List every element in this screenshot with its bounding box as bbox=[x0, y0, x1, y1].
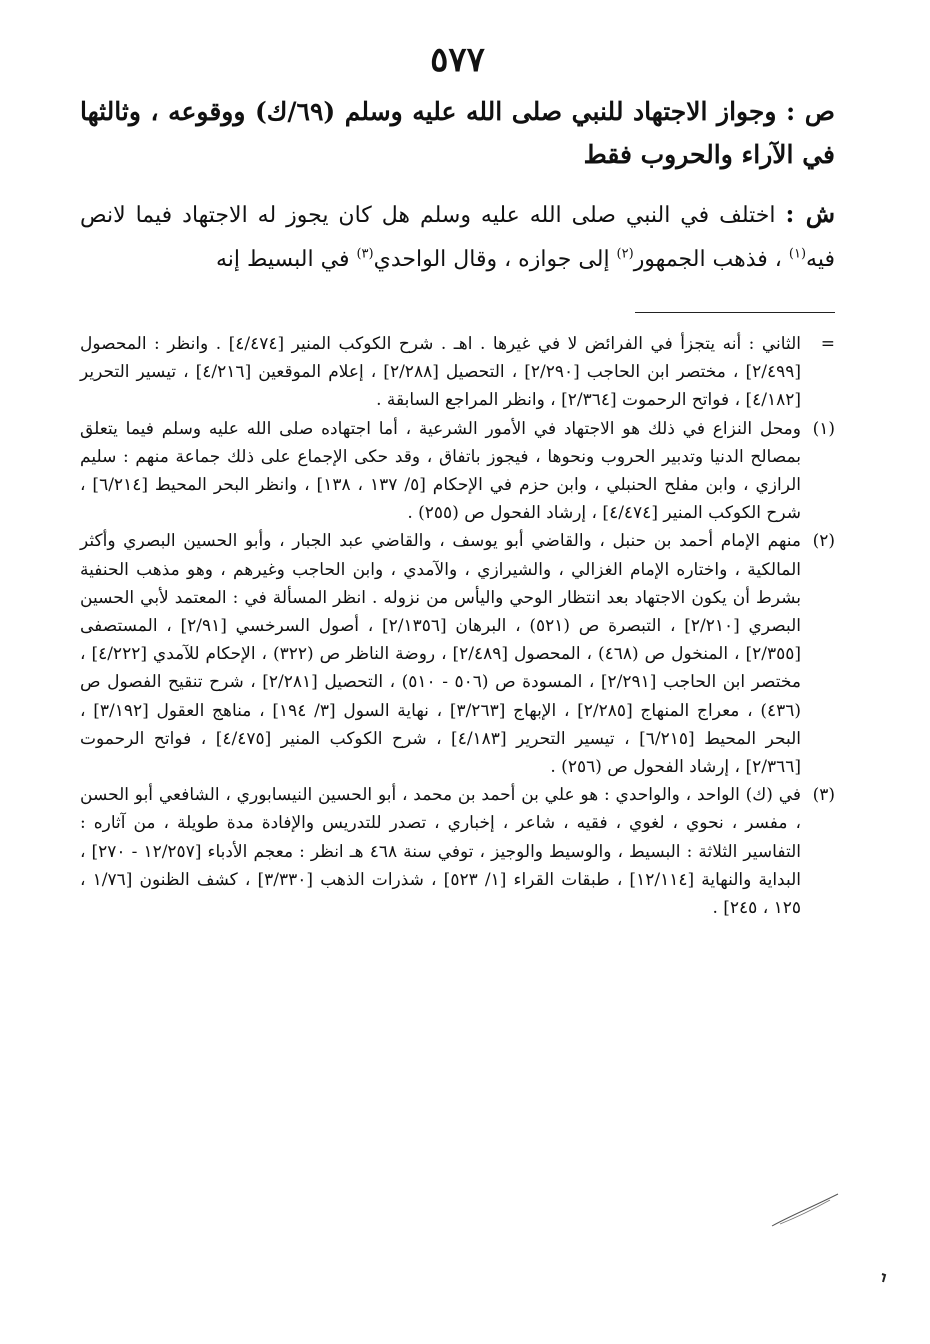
sharh-text-3: إلى جوازه ، وقال الواحدي bbox=[373, 247, 617, 272]
footnote-ref-2[interactable]: (٢) bbox=[616, 246, 634, 262]
footnote-marker: (١) bbox=[812, 418, 835, 439]
footnote-ref-1[interactable]: (١) bbox=[788, 246, 807, 262]
sharh-paragraph bbox=[80, 192, 835, 282]
footnote-separator bbox=[635, 312, 835, 313]
footnote-2 bbox=[80, 527, 835, 781]
ink-dot bbox=[878, 1272, 890, 1284]
footnote-text: في (ك) الواحد ، والواحدي : هو علي بن أحمد بن محمد ، أبو الحسين النيسابوري ، الشافعي أبو الحسن ، مفسر ، نحوي ، لغوي ، فقيه ، شاعر ، إخباري ، تصدر للتدريس والإفادة مدة طويلة ، من آثاره : التفاسير الثلاثة : البسيط ، والوسيط والوجيز ، توفي سنة ٤٦٨ هـ انظر : معجم الأدباء [١٢/٢٥٧ - ٢٧٠] ، البداية والنهاية [١٢/١١٤] ، طبقات القراء [١/ ٥٢٣] ، شذرات الذهب [٣/٣٣٠] ، كشف الظنون [١/٧٦ ، ١٢٥ ، ٢٤٥] . bbox=[80, 785, 801, 919]
sharh-text-2: ، فذهب الجمهور bbox=[633, 247, 789, 272]
sharh-text-4: في البسيط إنه bbox=[216, 247, 357, 272]
footnote-marker: (٣) bbox=[812, 785, 835, 806]
footnote-marker: (٢) bbox=[812, 531, 835, 552]
footnote-text: منهم الإمام أحمد بن حنبل ، والقاضي أبو يوسف ، والقاضي عبد الجبار ، وأبو الحسين البصري وأكثر المالكية ، واختاره الإمام الغزالي ، والشيرازي ، والآمدي ، وابن الحاجب وغيرهم ، وهو مذهب الحنفية بشرط أن يكون الاجتهاد بعد انتظار الوحي واليأس من نزوله . انظر المسألة في : المعتمد لأبي الحسين البصري [٢/٢١٠] ، التبصرة ص (٥٢١) ، البرهان [٢/١٣٥٦] ، أصول السرخسي [٢/٩١] ، المستصفى [٢/٣٥٥] ، المنخول ص (٤٦٨) ، المحصول [٢/٤٨٩] ، روضة الناظر ص (٣٢٢) ، الإحكام للآمدي [٤/٢٢٢] ، مختصر ابن الحاجب [٢/٢٩١] ، المسودة ص (٥٠٦ - ٥١٠) ، التحصيل [٢/٢٨١] ، شرح تنقيح الفصول ص (٤٣٦) ، معراج المنهاج [٢/٢٨٥] ، الإبهاج [٣/٢٦٣] ، نهاية السول [٣/ ١٩٤] ، مناهج العقول [٣/١٩٢] ، البحر المحيط [٦/٢١٥] ، تيسير التحرير [٤/١٨٣] ، شرح الكوكب المنير [٤/٤٧٥] ، فواتح الرحموت [٢/٣٦٦] ، إرشاد الفحول ص (٢٥٦) . bbox=[80, 531, 802, 778]
footnote-text: الثاني : أنه يتجزأ في الفرائض لا في غيرها . اهـ . شرح الكوكب المنير [٤/٤٧٤] . وانظر : المحصول [٢/٤٩٩] ، مختصر ابن الحاجب [٢/٢٩٠] ، التحصيل [٢/٢٨٨] ، إعلام الموقعين [٤/٢١٦] ، تيسير التحرير [٤/١٨٢] ، فواتح الرحموت [٢/٣٦٤] ، وانظر المراجع السابقة . bbox=[80, 334, 802, 411]
sharh-lead: ش : bbox=[785, 199, 835, 228]
footnotes bbox=[80, 330, 835, 922]
document-page bbox=[80, 0, 835, 1344]
page-number: ٥٧٧ bbox=[430, 40, 485, 80]
sharh-text-1: اختلف في النبي صلى الله عليه وسلم هل كان يجوز له الاجتهاد فيما لانص فيه bbox=[80, 203, 835, 272]
footnote-3 bbox=[80, 781, 835, 922]
footnote-1 bbox=[80, 415, 835, 528]
footnote-marker: = bbox=[820, 334, 835, 354]
footnote-continuation bbox=[80, 330, 835, 415]
footnote-ref-3[interactable]: (٣) bbox=[356, 246, 374, 262]
footnote-text: ومحل النزاع في ذلك هو الاجتهاد في الأمور الشرعية ، أما اجتهاده صلى الله عليه وسلم فيما يتعلق بمصالح الدنيا وتدبير الحروب ونحوها ، فيجوز باتفاق ، وقد حكى الإجماع على ذلك جماعة منهم : سليم الرازي ، وابن مفلح الحنبلي ، وابن حزم في الإحكام [٥/ ١٣٧ ، ١٣٨] ، وانظر البحر المحيط [٦/٢١٤] ، شرح الكوكب المنير [٤/٤٧٤] ، إرشاد الفحول ص (٢٥٥) . bbox=[80, 418, 802, 524]
matn-text: ص : وجواز الاجتهاد للنبي صلى الله عليه وسلم (٦٩/ك) ووقوعه ، وثالثها في الآراء والحروب فقط bbox=[80, 97, 835, 169]
pen-mark bbox=[770, 1190, 840, 1230]
